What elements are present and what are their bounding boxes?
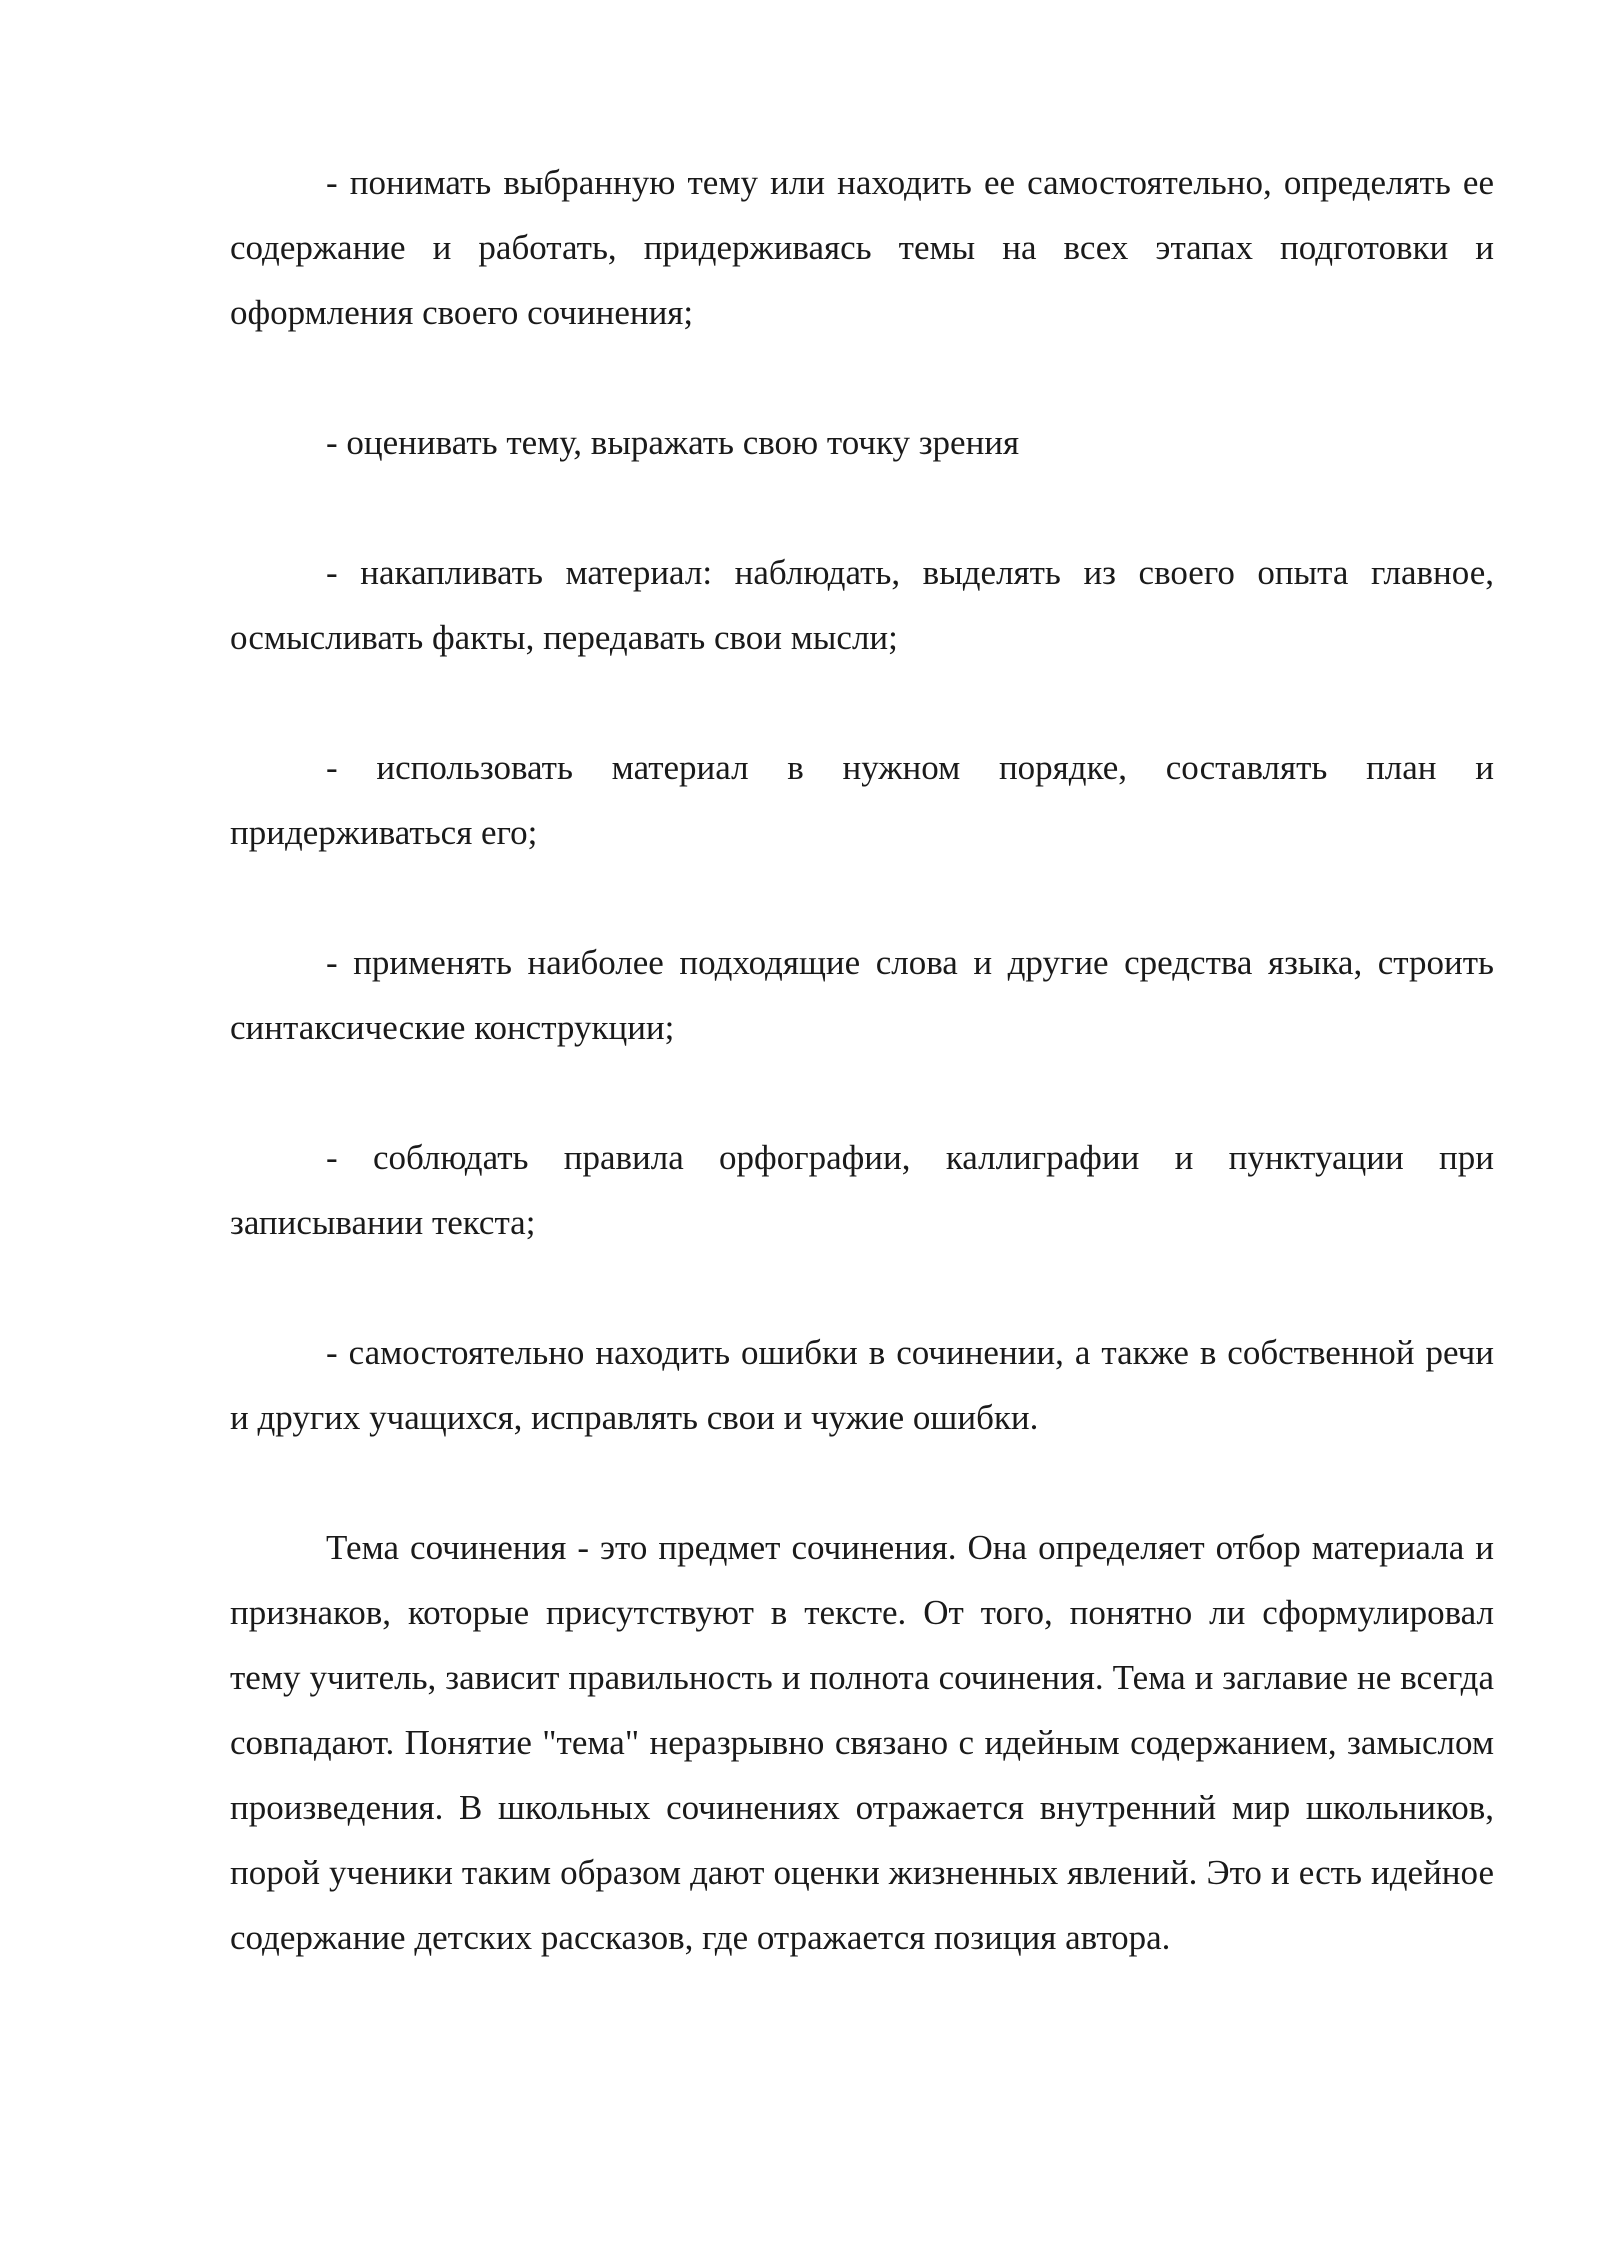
paragraph-essay-topic: Тема сочинения - это предмет сочинения. Она определяет отбор материала и признаков, которые присутствуют в тексте. От того, понятно ли сформулировал тему учитель, зависит правильность и полнота сочинения. Тема и заглавие не всегда совпадают. Понятие "тема" неразрывно связано с идейным содержанием, замыслом произведения. В школьных сочинениях отражается внутренний мир школьников, порой ученики таким образом дают оценки жизненных явлений. Это и есть идейное содержание детских рассказов, где отражается позиция автора. [230,1528,1494,1957]
paragraph-understand-topic: - понимать выбранную тему или находить ее самостоятельно, определять ее содержание и работать, придерживаясь темы на всех этапах подготовки и оформления своего сочинения; [230,163,1494,332]
paragraph-evaluate-topic: - оценивать тему, выражать свою точку зрения [326,423,1020,462]
document-page [230,150,1494,1970]
paragraph-accumulate-material: - накапливать материал: наблюдать, выделять из своего опыта главное, осмысливать факты, передавать свои мысли; [230,553,1494,657]
paragraph-find-errors: - самостоятельно находить ошибки в сочинении, а также в собственной речи и других учащихся, исправлять свои и чужие ошибки. [230,1333,1494,1437]
paragraph-apply-words: - применять наиболее подходящие слова и другие средства языка, строить синтаксические конструкции; [230,943,1494,1047]
paragraph-use-material: - использовать материал в нужном порядке, составлять план и придерживаться его; [230,748,1494,852]
paragraph-follow-rules: - соблюдать правила орфографии, каллиграфии и пунктуации при записывании текста; [230,1138,1494,1242]
